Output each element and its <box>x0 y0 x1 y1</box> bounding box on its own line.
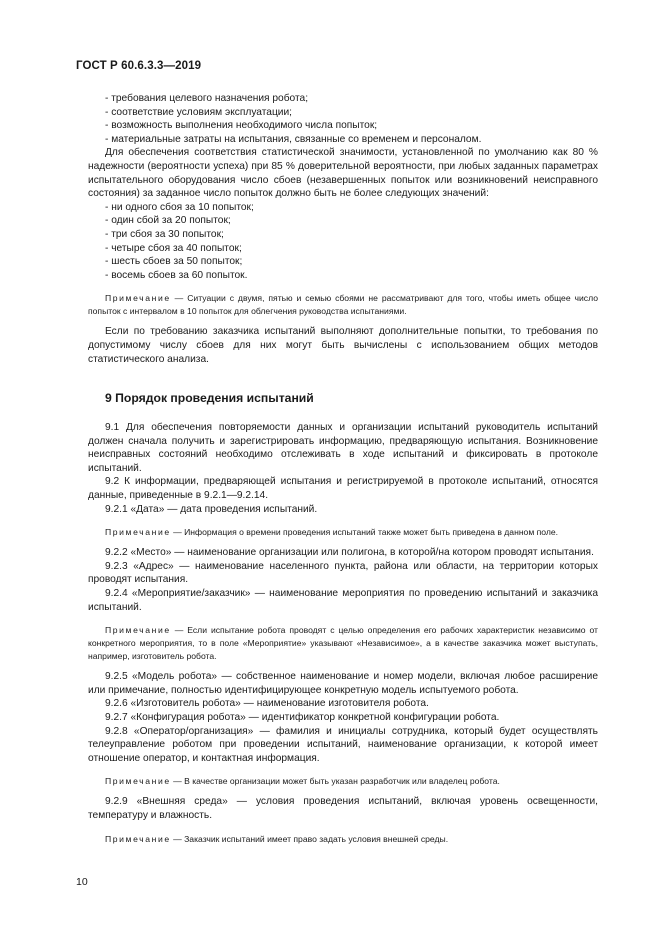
list-item: - материальные затраты на испытания, связанные со временем и персоналом. <box>105 133 482 145</box>
note-text: — Заказчик испытаний имеет право задать условия внешней среды. <box>170 833 449 844</box>
clause-9-2-2: 9.2.2 «Место» — наименование организации или полигона, в которой/на котором проводят испытания. <box>105 547 594 559</box>
list-item: - требования целевого назначения робота; <box>105 93 309 104</box>
note-label: Примечание <box>105 833 171 844</box>
note-text: — Информация о времени проведения испытаний также может быть приведена в данном поле. <box>170 527 559 538</box>
clause-9-1: 9.1 Для обеспечения повторяемости данных и организации испытаний руководитель испытаний должен сначала получить и зарегистрировать информацию, предваряющую испытания. Возникновение неисправных состояний необходимо отслеживать в ходе испытаний и фиксировать в протоколе испытаний. <box>88 422 598 474</box>
significance-paragraph: Для обеспечения соответствия статистической значимости, установленной по умолчанию как 80 % надежности (вероятности успеха) при 85 % доверительной вероятности, при любых заданных параметрах испытательного оборудования число сбоев (незавершенных попыток или возникновений неисправного состояния) за заданное число попыток должно быть не более следующих значений: <box>88 147 598 200</box>
clause-9-2-5: 9.2.5 «Модель робота» — собственное наименование и номер модели, включая любое расширение или примечание, полностью идентифицирующее конкретную модель испытуемого робота. <box>88 671 598 696</box>
page-number: 10 <box>76 876 88 888</box>
clause-9-2-3: 9.2.3 «Адрес» — наименование населенного пункта, района или области, на территории которых проводят испытания. <box>88 560 598 586</box>
note-label: Примечание <box>105 527 171 538</box>
list-item: - возможность выполнения необходимого числа попыток; <box>105 120 378 132</box>
note-5 <box>88 833 598 846</box>
additional-attempts-paragraph: Если по требованию заказчика испытаний выполняют дополнительные попытки, то требования по допустимому числу сбоев для них могут быть вычислены с использованием общих методов статистического анализа. <box>88 326 598 365</box>
clause-9-2-7: 9.2.7 «Конфигурация робота» — идентификатор конкретной конфигурации робота. <box>105 712 500 723</box>
clause-9-2: 9.2 К информации, предваряющей испытания и регистрируемой в протоколе испытаний, относятся данные, приведенные в 9.2.1—9.2.14. <box>88 476 598 502</box>
note-label: Примечание <box>105 625 171 636</box>
list-item: - один сбой за 20 попыток; <box>105 215 231 227</box>
clause-9-2-8: 9.2.8 «Оператор/организация» — фамилия и инициалы сотрудника, который будет осуществлять телеуправление роботом при проведении испытаний, наименование организации, к которой имеет отношение оператор, и контактная информация. <box>88 725 598 764</box>
note-text: — Ситуации с двумя, пятью и семью сбоями не рассматривают для того, чтобы иметь общее число попыток с интервалом в 10 попыток для облегчения руководства испытаниями. <box>88 293 598 317</box>
list-item: - соответствие условиям эксплуатации; <box>105 106 293 118</box>
note-label: Примечание <box>105 293 171 304</box>
note-1 <box>88 292 598 318</box>
note-label: Примечание <box>105 776 171 787</box>
clause-9-2-6: 9.2.6 «Изготовитель робота» — наименование изготовителя робота. <box>105 698 429 710</box>
note-2 <box>88 526 598 539</box>
list-item: - три сбоя за 30 попыток; <box>105 228 224 240</box>
list-item: - шесть сбоев за 50 попыток; <box>105 256 243 268</box>
note-text: — Если испытание робота проводят с целью определения его рабочих характеристик независимо от конкретного мероприятия, то в поле «Мероприятие» указывают «Независимое», а в качестве заказчика может выступать, например, изготовитель робота. <box>88 625 598 662</box>
list-item: - ни одного сбоя за 10 попыток; <box>105 201 254 213</box>
page-content <box>88 92 598 853</box>
list-item: - восемь сбоев за 60 попыток. <box>105 269 248 281</box>
list-item: - четыре сбоя за 40 попыток; <box>105 242 242 254</box>
note-3 <box>88 624 598 663</box>
clause-9-2-4: 9.2.4 «Мероприятие/заказчик» — наименование мероприятия по проведению испытаний и заказчика испытаний. <box>88 588 598 613</box>
clause-9-2-1: 9.2.1 «Дата» — дата проведения испытаний. <box>105 503 318 515</box>
note-text: — В качестве организации может быть указан разработчик или владелец робота. <box>170 776 500 787</box>
section-title: 9 Порядок проведения испытаний <box>105 391 314 406</box>
note-4 <box>88 775 598 788</box>
clause-9-2-9: 9.2.9 «Внешняя среда» — условия проведения испытаний, включая уровень освещенности, температуру и влажность. <box>88 796 598 821</box>
document-header: ГОСТ Р 60.6.3.3—2019 <box>76 60 202 72</box>
